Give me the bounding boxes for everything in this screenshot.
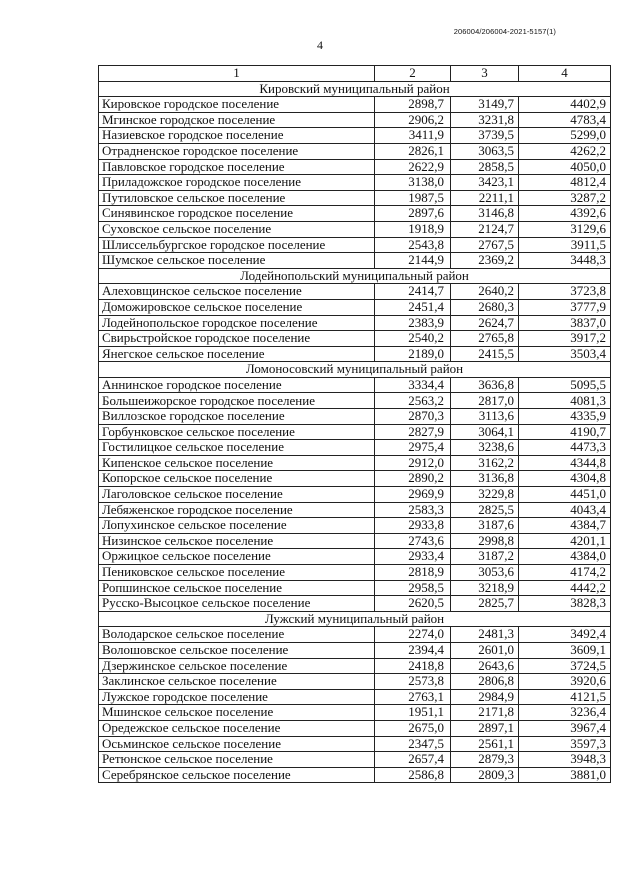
value-cell-col2: 2675,0	[375, 720, 451, 736]
value-cell-col4: 4392,6	[519, 206, 611, 222]
settlement-name-cell: Дзержинское сельское поселение	[99, 658, 375, 674]
table-row	[99, 767, 611, 783]
value-cell-col2: 2826,1	[375, 143, 451, 159]
table-row	[99, 455, 611, 471]
settlement-name-cell: Лаголовское сельское поселение	[99, 487, 375, 503]
value-cell-col3: 3218,9	[451, 580, 519, 596]
value-cell-col4: 4262,2	[519, 143, 611, 159]
table-row	[99, 689, 611, 705]
value-cell-col4: 3920,6	[519, 674, 611, 690]
value-cell-col2: 2743,6	[375, 533, 451, 549]
value-cell-col4: 4304,8	[519, 471, 611, 487]
table-row	[99, 627, 611, 643]
table-row	[99, 315, 611, 331]
value-cell-col3: 2561,1	[451, 736, 519, 752]
table-row	[99, 705, 611, 721]
settlement-name-cell: Горбунковское сельское поселение	[99, 424, 375, 440]
table-row	[99, 565, 611, 581]
settlement-name-cell: Шумское сельское поселение	[99, 253, 375, 269]
value-cell-col4: 4442,2	[519, 580, 611, 596]
settlement-name-cell: Отрадненское городское поселение	[99, 143, 375, 159]
value-cell-col3: 2765,8	[451, 331, 519, 347]
table-row	[99, 487, 611, 503]
table-row	[99, 299, 611, 315]
value-cell-col2: 2414,7	[375, 284, 451, 300]
settlement-name-cell: Аннинское городское поселение	[99, 377, 375, 393]
table-row	[99, 596, 611, 612]
value-cell-col4: 3881,0	[519, 767, 611, 783]
value-cell-col4: 3448,3	[519, 253, 611, 269]
value-cell-col2: 2543,8	[375, 237, 451, 253]
value-cell-col2: 2620,5	[375, 596, 451, 612]
settlement-name-cell: Суховское сельское поселение	[99, 221, 375, 237]
value-cell-col4: 3837,0	[519, 315, 611, 331]
table-row	[99, 97, 611, 113]
value-cell-col2: 2451,4	[375, 299, 451, 315]
settlement-name-cell: Доможировское сельское поселение	[99, 299, 375, 315]
value-cell-col2: 2586,8	[375, 767, 451, 783]
settlement-name-cell: Синявинское городское поселение	[99, 206, 375, 222]
value-cell-col3: 3146,8	[451, 206, 519, 222]
value-cell-col3: 2624,7	[451, 315, 519, 331]
value-cell-col4: 3609,1	[519, 642, 611, 658]
data-table	[98, 65, 611, 783]
value-cell-col2: 3334,4	[375, 377, 451, 393]
value-cell-col4: 4190,7	[519, 424, 611, 440]
value-cell-col2: 2763,1	[375, 689, 451, 705]
settlement-name-cell: Оредежское сельское поселение	[99, 720, 375, 736]
value-cell-col3: 3149,7	[451, 97, 519, 113]
value-cell-col2: 2898,7	[375, 97, 451, 113]
value-cell-col3: 2809,3	[451, 767, 519, 783]
value-cell-col3: 3739,5	[451, 128, 519, 144]
column-header: 4	[519, 66, 611, 82]
table-body	[99, 81, 611, 783]
value-cell-col2: 2274,0	[375, 627, 451, 643]
value-cell-col3: 2481,3	[451, 627, 519, 643]
value-cell-col3: 2643,6	[451, 658, 519, 674]
table-row	[99, 346, 611, 362]
value-cell-col4: 3917,2	[519, 331, 611, 347]
table-row	[99, 720, 611, 736]
table-row	[99, 736, 611, 752]
value-cell-col4: 3129,6	[519, 221, 611, 237]
value-cell-col4: 5095,5	[519, 377, 611, 393]
settlement-name-cell: Низинское сельское поселение	[99, 533, 375, 549]
settlement-name-cell: Янегское сельское поселение	[99, 346, 375, 362]
table-row	[99, 502, 611, 518]
settlement-name-cell: Свирьстройское городское поселение	[99, 331, 375, 347]
table-row	[99, 440, 611, 456]
settlement-name-cell: Русско-Высоцкое сельское поселение	[99, 596, 375, 612]
value-cell-col2: 1951,1	[375, 705, 451, 721]
value-cell-col2: 2657,4	[375, 752, 451, 768]
value-cell-col3: 3064,1	[451, 424, 519, 440]
table-row	[99, 284, 611, 300]
table-row	[99, 159, 611, 175]
page-number: 4	[317, 38, 323, 52]
settlement-name-cell: Большеижорское городское поселение	[99, 393, 375, 409]
table-row	[99, 642, 611, 658]
value-cell-col4: 3723,8	[519, 284, 611, 300]
value-cell-col3: 2879,3	[451, 752, 519, 768]
settlement-name-cell: Кировское городское поселение	[99, 97, 375, 113]
value-cell-col4: 5299,0	[519, 128, 611, 144]
settlement-name-cell: Алеховщинское сельское поселение	[99, 284, 375, 300]
table-row	[99, 206, 611, 222]
value-cell-col4: 4121,5	[519, 689, 611, 705]
settlement-name-cell: Лопухинское сельское поселение	[99, 518, 375, 534]
value-cell-col4: 4783,4	[519, 112, 611, 128]
value-cell-col2: 2975,4	[375, 440, 451, 456]
value-cell-col4: 4451,0	[519, 487, 611, 503]
settlement-name-cell: Осьминское сельское поселение	[99, 736, 375, 752]
value-cell-col3: 3113,6	[451, 409, 519, 425]
value-cell-col3: 2415,5	[451, 346, 519, 362]
column-header: 3	[451, 66, 519, 82]
value-cell-col4: 3597,3	[519, 736, 611, 752]
value-cell-col2: 2890,2	[375, 471, 451, 487]
value-cell-col2: 2394,4	[375, 642, 451, 658]
value-cell-col3: 2998,8	[451, 533, 519, 549]
value-cell-col3: 3136,8	[451, 471, 519, 487]
section-header-row	[99, 81, 611, 97]
value-cell-col4: 4335,9	[519, 409, 611, 425]
value-cell-col2: 2144,9	[375, 253, 451, 269]
value-cell-col2: 2912,0	[375, 455, 451, 471]
table-row	[99, 409, 611, 425]
value-cell-col2: 2418,8	[375, 658, 451, 674]
value-cell-col4: 3236,4	[519, 705, 611, 721]
value-cell-col3: 3162,2	[451, 455, 519, 471]
value-cell-col4: 4050,0	[519, 159, 611, 175]
value-cell-col2: 2573,8	[375, 674, 451, 690]
table-row	[99, 549, 611, 565]
value-cell-col2: 2347,5	[375, 736, 451, 752]
table-row	[99, 221, 611, 237]
value-cell-col4: 4402,9	[519, 97, 611, 113]
value-cell-col2: 2906,2	[375, 112, 451, 128]
value-cell-col3: 2601,0	[451, 642, 519, 658]
value-cell-col3: 3423,1	[451, 175, 519, 191]
section-title: Ломоносовский муниципальный район	[99, 362, 611, 378]
value-cell-col3: 2369,2	[451, 253, 519, 269]
value-cell-col3: 2825,7	[451, 596, 519, 612]
settlement-name-cell: Павловское городское поселение	[99, 159, 375, 175]
value-cell-col3: 2640,2	[451, 284, 519, 300]
column-header: 1	[99, 66, 375, 82]
value-cell-col2: 2189,0	[375, 346, 451, 362]
table-row	[99, 752, 611, 768]
settlement-name-cell: Назиевское городское поселение	[99, 128, 375, 144]
value-cell-col3: 2984,9	[451, 689, 519, 705]
value-cell-col2: 3138,0	[375, 175, 451, 191]
settlement-name-cell: Гостилицкое сельское поселение	[99, 440, 375, 456]
table-row	[99, 331, 611, 347]
settlement-name-cell: Оржицкое сельское поселение	[99, 549, 375, 565]
value-cell-col2: 2383,9	[375, 315, 451, 331]
settlement-name-cell: Шлиссельбургское городское поселение	[99, 237, 375, 253]
value-cell-col3: 3238,6	[451, 440, 519, 456]
table-row	[99, 143, 611, 159]
value-cell-col3: 2806,8	[451, 674, 519, 690]
column-header: 2	[375, 66, 451, 82]
settlement-name-cell: Лодейнопольское городское поселение	[99, 315, 375, 331]
value-cell-col4: 4174,2	[519, 565, 611, 581]
value-cell-col4: 3967,4	[519, 720, 611, 736]
table-row	[99, 658, 611, 674]
value-cell-col3: 3229,8	[451, 487, 519, 503]
value-cell-col4: 3287,2	[519, 190, 611, 206]
value-cell-col4: 3777,9	[519, 299, 611, 315]
settlement-name-cell: Лебяженское городское поселение	[99, 502, 375, 518]
section-header-row	[99, 362, 611, 378]
value-cell-col4: 4201,1	[519, 533, 611, 549]
value-cell-col4: 4812,4	[519, 175, 611, 191]
table-row	[99, 253, 611, 269]
settlement-name-cell: Лужское городское поселение	[99, 689, 375, 705]
value-cell-col4: 4344,8	[519, 455, 611, 471]
table-row	[99, 533, 611, 549]
table-row	[99, 237, 611, 253]
value-cell-col2: 1918,9	[375, 221, 451, 237]
table-row	[99, 112, 611, 128]
value-cell-col3: 2767,5	[451, 237, 519, 253]
value-cell-col2: 2870,3	[375, 409, 451, 425]
value-cell-col2: 2622,9	[375, 159, 451, 175]
settlement-name-cell: Мшинское сельское поселение	[99, 705, 375, 721]
settlement-name-cell: Ретюнское сельское поселение	[99, 752, 375, 768]
table-row	[99, 471, 611, 487]
value-cell-col3: 3636,8	[451, 377, 519, 393]
value-cell-col3: 2171,8	[451, 705, 519, 721]
value-cell-col4: 4043,4	[519, 502, 611, 518]
value-cell-col4: 3911,5	[519, 237, 611, 253]
column-header-row	[99, 66, 611, 82]
value-cell-col3: 3231,8	[451, 112, 519, 128]
value-cell-col2: 2897,6	[375, 206, 451, 222]
settlement-name-cell: Ропшинское сельское поселение	[99, 580, 375, 596]
settlement-name-cell: Приладожское городское поселение	[99, 175, 375, 191]
value-cell-col3: 2825,5	[451, 502, 519, 518]
value-cell-col4: 3492,4	[519, 627, 611, 643]
settlement-name-cell: Виллозское городское поселение	[99, 409, 375, 425]
settlement-name-cell: Кипенское сельское поселение	[99, 455, 375, 471]
value-cell-col2: 2933,8	[375, 518, 451, 534]
value-cell-col2: 2818,9	[375, 565, 451, 581]
section-title: Кировский муниципальный район	[99, 81, 611, 97]
value-cell-col3: 2124,7	[451, 221, 519, 237]
value-cell-col2: 2563,2	[375, 393, 451, 409]
table-row	[99, 190, 611, 206]
value-cell-col2: 1987,5	[375, 190, 451, 206]
table-row	[99, 175, 611, 191]
value-cell-col3: 2858,5	[451, 159, 519, 175]
table-row	[99, 377, 611, 393]
settlement-name-cell: Заклинское сельское поселение	[99, 674, 375, 690]
table-row	[99, 424, 611, 440]
section-title: Лодейнопольский муниципальный район	[99, 268, 611, 284]
value-cell-col3: 3187,6	[451, 518, 519, 534]
section-header-row	[99, 611, 611, 627]
value-cell-col2: 2827,9	[375, 424, 451, 440]
settlement-name-cell: Володарское сельское поселение	[99, 627, 375, 643]
settlement-name-cell: Мгинское городское поселение	[99, 112, 375, 128]
value-cell-col2: 2958,5	[375, 580, 451, 596]
value-cell-col3: 3063,5	[451, 143, 519, 159]
value-cell-col3: 3187,2	[451, 549, 519, 565]
value-cell-col4: 3948,3	[519, 752, 611, 768]
value-cell-col2: 2540,2	[375, 331, 451, 347]
value-cell-col4: 4384,0	[519, 549, 611, 565]
value-cell-col4: 4384,7	[519, 518, 611, 534]
settlement-name-cell: Волошовское сельское поселение	[99, 642, 375, 658]
settlement-name-cell: Путиловское сельское поселение	[99, 190, 375, 206]
value-cell-col3: 2211,1	[451, 190, 519, 206]
value-cell-col4: 3724,5	[519, 658, 611, 674]
value-cell-col2: 2583,3	[375, 502, 451, 518]
value-cell-col4: 3503,4	[519, 346, 611, 362]
table-row	[99, 518, 611, 534]
value-cell-col2: 2933,4	[375, 549, 451, 565]
value-cell-col4: 4473,3	[519, 440, 611, 456]
value-cell-col3: 2897,1	[451, 720, 519, 736]
document-id: 206004/206004-2021-5157(1)	[453, 27, 556, 36]
value-cell-col2: 2969,9	[375, 487, 451, 503]
value-cell-col3: 2680,3	[451, 299, 519, 315]
table-row	[99, 128, 611, 144]
value-cell-col3: 3053,6	[451, 565, 519, 581]
value-cell-col4: 3828,3	[519, 596, 611, 612]
table-row	[99, 393, 611, 409]
value-cell-col2: 3411,9	[375, 128, 451, 144]
settlement-name-cell: Копорское сельское поселение	[99, 471, 375, 487]
settlement-name-cell: Пениковское сельское поселение	[99, 565, 375, 581]
settlement-name-cell: Серебрянское сельское поселение	[99, 767, 375, 783]
section-title: Лужский муниципальный район	[99, 611, 611, 627]
table-row	[99, 674, 611, 690]
value-cell-col3: 2817,0	[451, 393, 519, 409]
value-cell-col4: 4081,3	[519, 393, 611, 409]
section-header-row	[99, 268, 611, 284]
table-row	[99, 580, 611, 596]
